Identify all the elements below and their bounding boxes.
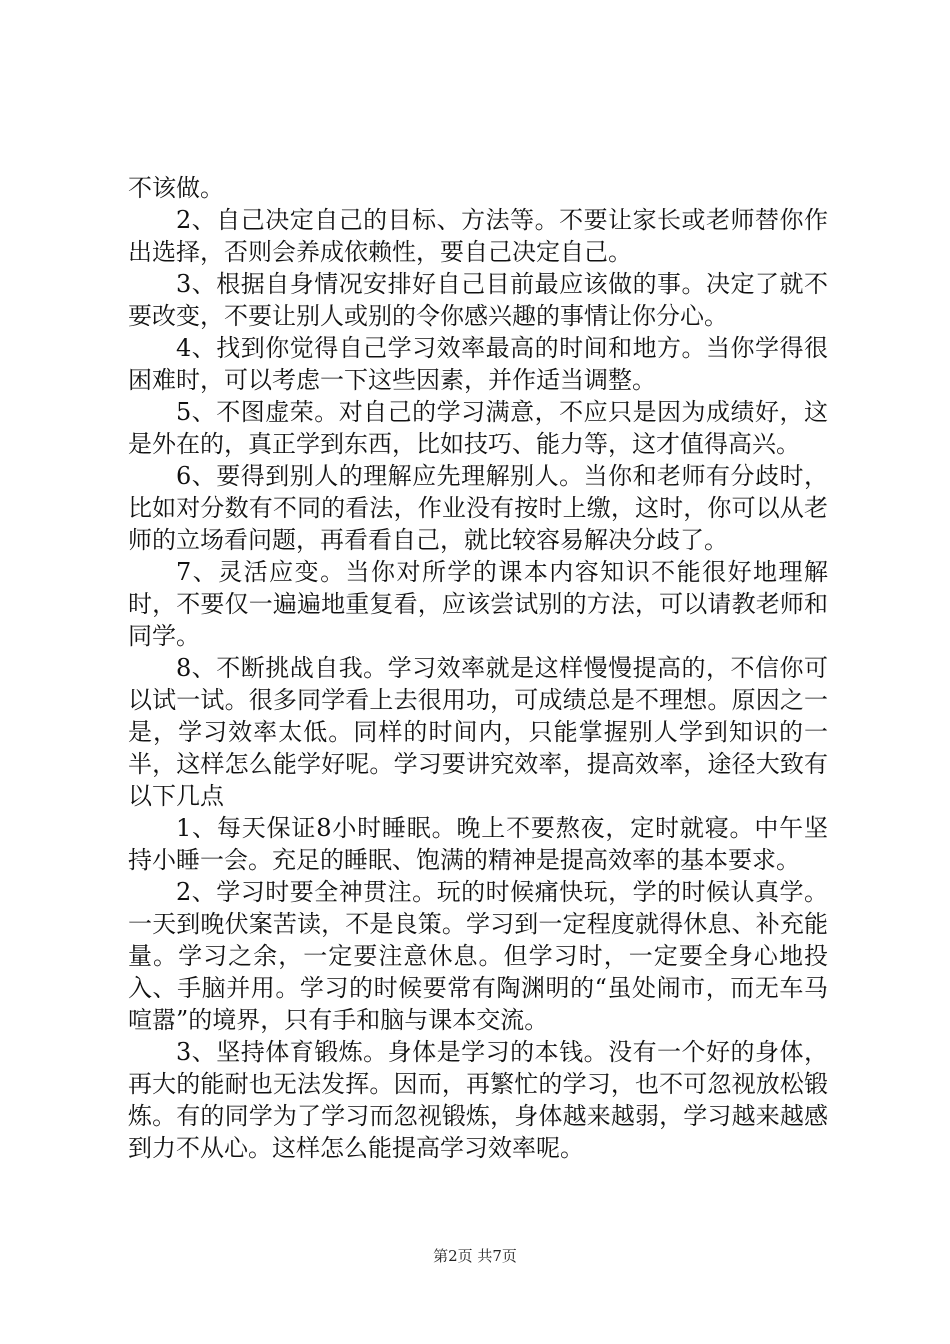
page-footer: 第2页 共7页 [433,1247,517,1265]
paragraph-6: 7、灵活应变。当你对所学的课本内容知识不能很好地理解时，不要仅一遍遍地重复看，应该尝试别的方法，可以请教老师和同学。 [128,558,828,650]
paragraph-0: 不该做。 [128,174,224,202]
paragraph-1: 2、自己决定自己的目标、方法等。不要让家长或老师替你作出选择，否则会养成依赖性，要自己决定自己。 [128,206,828,266]
paragraph-3: 4、找到你觉得自己学习效率最高的时间和地方。当你学得很困难时，可以考虑一下这些因素，并作适当调整。 [128,334,828,394]
paragraph-8: 1、每天保证8小时睡眠。晚上不要熬夜，定时就寝。中午坚持小睡一会。充足的睡眠、饱满的精神是提高效率的基本要求。 [128,814,828,874]
paragraph-4: 5、不图虚荣。对自己的学习满意，不应只是因为成绩好，这是外在的，真正学到东西，比如技巧、能力等，这才值得高兴。 [128,398,828,458]
body-text [128,172,828,1164]
paragraph-2: 3、根据自身情况安排好自己目前最应该做的事。决定了就不要改变，不要让别人或别的令你感兴趣的事情让你分心。 [128,270,828,330]
paragraph-9: 2、学习时要全神贯注。玩的时候痛快玩，学的时候认真学。一天到晚伏案苦读，不是良策。学习到一定程度就得休息、补充能量。学习之余，一定要注意休息。但学习时，一定要全身心地投入、手脑并用。学习的时候要常有陶渊明的“虽处闹市，而无车马喧嚣”的境界，只有手和脑与课本交流。 [128,878,828,1034]
paragraph-5: 6、要得到别人的理解应先理解别人。当你和老师有分歧时，比如对分数有不同的看法，作业没有按时上缴，这时，你可以从老师的立场看问题，再看看自己，就比较容易解决分歧了。 [128,462,828,554]
paragraph-7: 8、不断挑战自我。学习效率就是这样慢慢提高的，不信你可以试一试。很多同学看上去很用功，可成绩总是不理想。原因之一是，学习效率太低。同样的时间内，只能掌握别人学到知识的一半，这样怎么能学好呢。学习要讲究效率，提高效率，途径大致有以下几点 [128,654,828,810]
paragraph-10: 3、坚持体育锻炼。身体是学习的本钱。没有一个好的身体，再大的能耐也无法发挥。因而，再繁忙的学习，也不可忽视放松锻炼。有的同学为了学习而忽视锻炼，身体越来越弱，学习越来越感到力不从心。这样怎么能提高学习效率呢。 [128,1038,828,1162]
